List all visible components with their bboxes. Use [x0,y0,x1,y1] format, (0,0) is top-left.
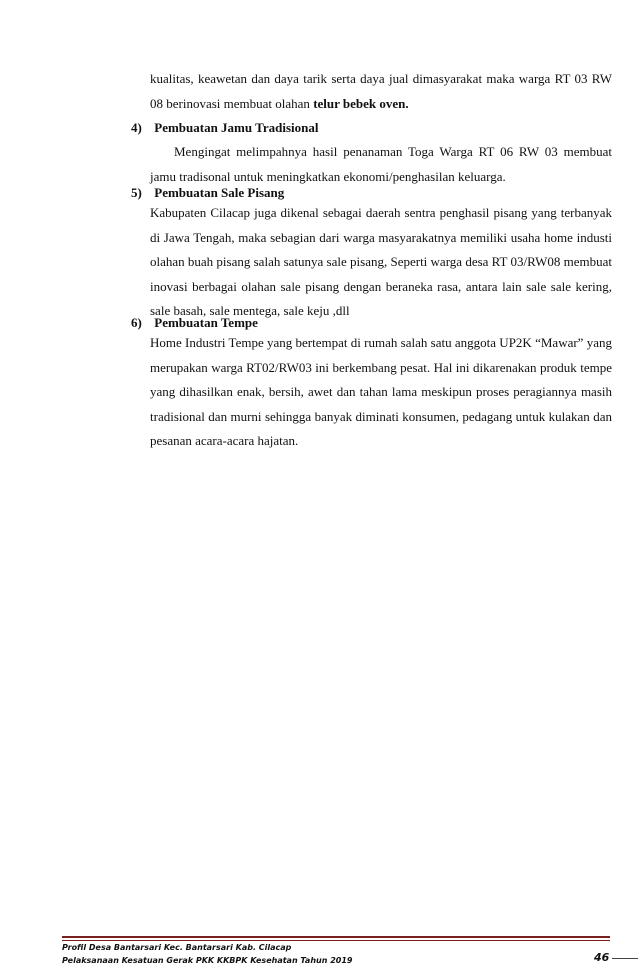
section-number: 6) [131,315,142,330]
section-heading-jamu [131,118,318,138]
section-heading-sale-pisang [131,183,284,203]
footer-line-2: Pelaksanaan Kesatuan Gerak PKK KKBPK Kesehatan Tahun 2019 [62,956,353,965]
footer-rule-thin [62,940,610,941]
section-body-tempe: Home Industri Tempe yang bertempat di rumah salah satu anggota UP2K “Mawar” yang merupakan warga RT02/RW03 ini berkembang pesat. Hal ini dikarenakan produk tempe yang dihasilkan enak, bersih, awet dan tahan lama meskipun proses peragiannya masih tradisional dan murni sehingga banyak diminati konsumen, pedagang untuk kulakan dan pesanan acara-acara hajatan. [150,335,612,448]
section-title: Pembuatan Tempe [154,315,258,330]
section-body-jamu: Mengingat melimpahnya hasil penanaman Toga Warga RT 06 RW 03 membuat jamu tradisonal untuk meningkatkan ekonomi/penghasilan keluarga. [150,144,612,184]
continuation-paragraph [150,67,612,116]
section-body-sale-pisang: Kabupaten Cilacap juga dikenal sebagai daerah sentra penghasil pisang yang terbanyak di Jawa Tengah, maka sebagian dari warga masyarakatnya memiliki usaha home industi olahan buah pisang salah satunya sale pisang, Seperti warga desa RT 03/RW08 membuat inovasi berbagai olahan sale pisang dengan beraneka rasa, antara lain sale sale kering, sale basah, sale mentega, sale keju ,dll [150,205,612,318]
page-number: 46 [594,951,610,964]
section-number: 5) [131,185,142,200]
footer-line-1: Profil Desa Bantarsari Kec. Bantarsari Kab. Cilacap [62,943,292,952]
continuation-bold-text: telur bebek oven. [313,95,409,111]
section-heading-tempe [131,313,258,333]
section-number: 4) [131,120,142,135]
section-title: Pembuatan Jamu Tradisional [154,120,319,135]
footer-rule [62,936,610,938]
section-title: Pembuatan Sale Pisang [154,185,285,200]
continuation-text: kualitas, keawetan dan daya tarik serta daya jual dimasyarakat maka warga RT 03 RW 08 berinovasi membuat olahan [150,71,612,111]
page-number-rule [612,958,638,959]
